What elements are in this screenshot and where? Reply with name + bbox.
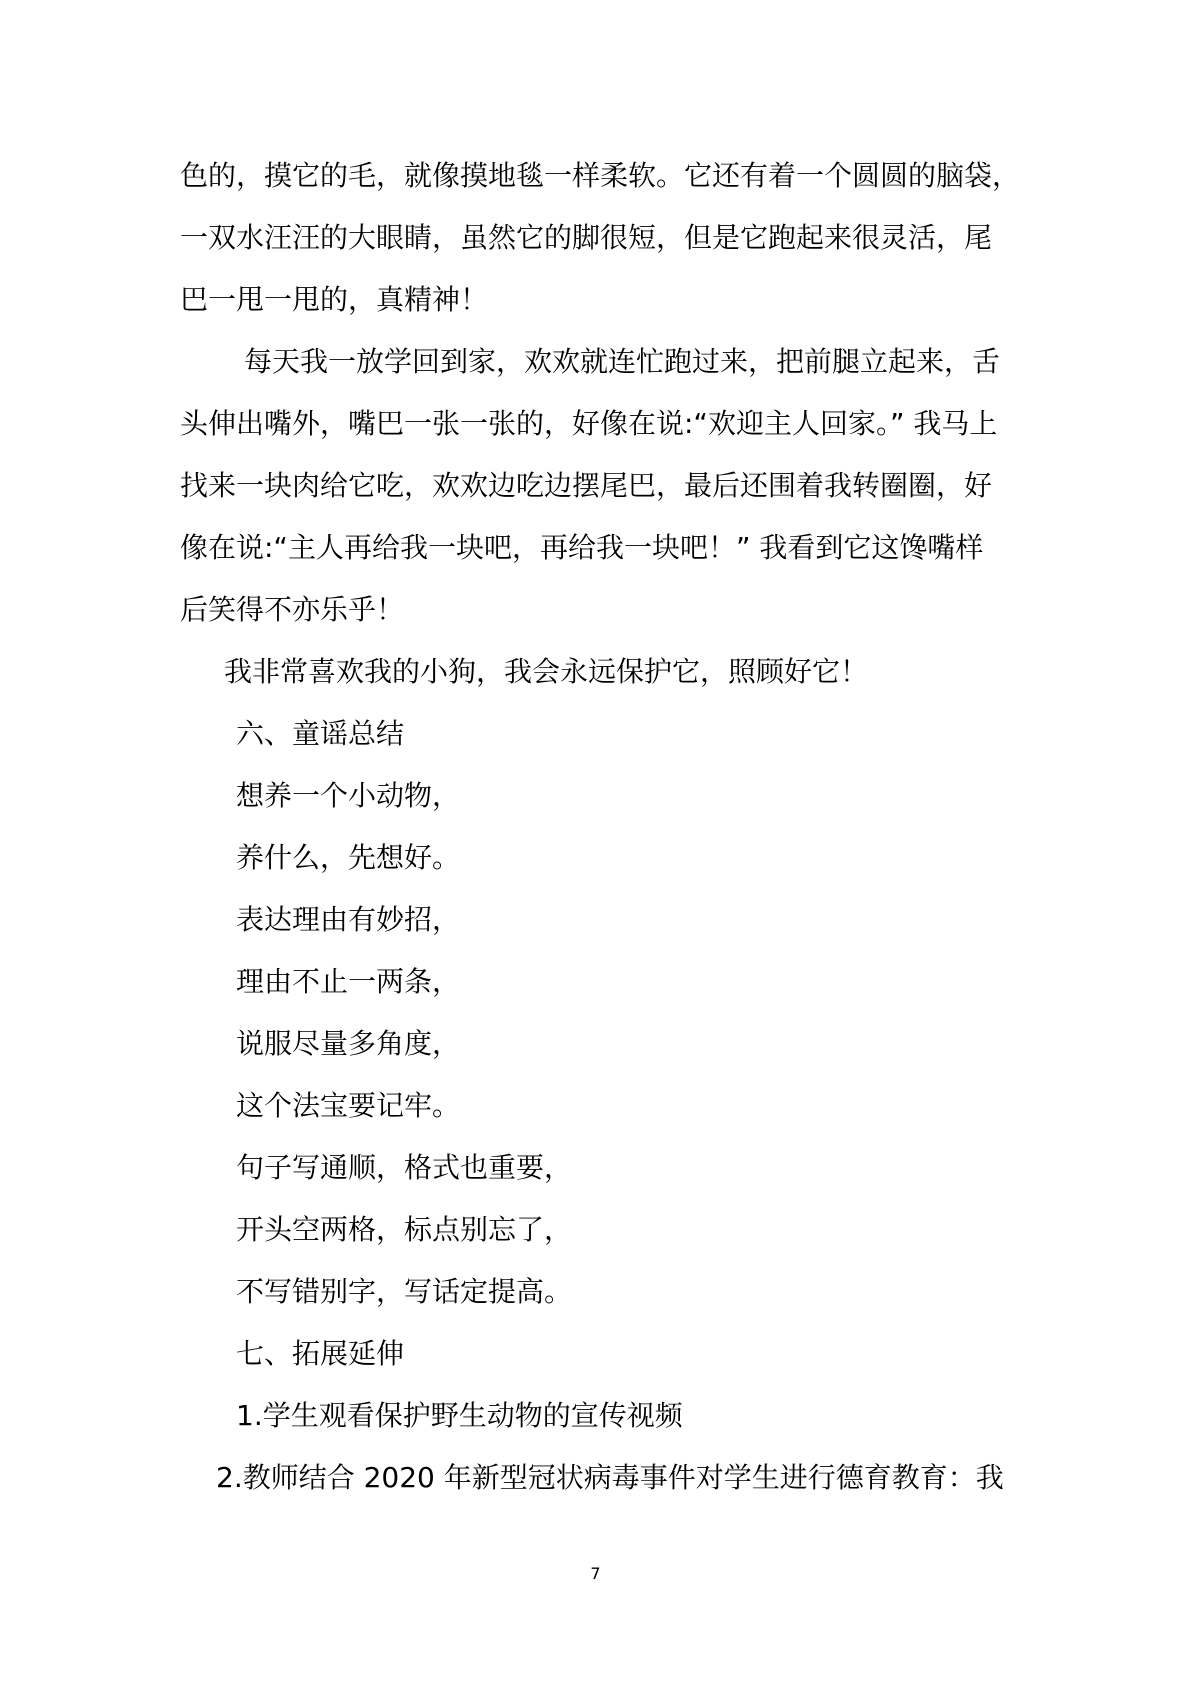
rhyme-line-6: 这个法宝要记牢。	[236, 1089, 461, 1122]
section-heading-6: 六、童谣总结	[236, 717, 405, 750]
rhyme-line-5: 说服尽量多角度，	[236, 1027, 461, 1060]
rhyme-line-3: 表达理由有妙招，	[236, 903, 461, 936]
text-line-3: 巴一甩一甩的，真精神！	[180, 283, 489, 316]
rhyme-line-8: 开头空两格，标点别忘了，	[236, 1213, 573, 1246]
list-item-2: 2.教师结合 2020 年新型冠状病毒事件对学生进行德育教育：我	[216, 1461, 1004, 1494]
rhyme-line-9: 不写错别字，写话定提高。	[236, 1275, 573, 1308]
text-line-9: 我非常喜欢我的小狗，我会永远保护它，照顾好它！	[224, 655, 869, 688]
text-line-2: 一双水汪汪的大眼睛，虽然它的脚很短，但是它跑起来很灵活，尾	[180, 221, 993, 254]
rhyme-line-4: 理由不止一两条，	[236, 965, 461, 998]
text-line-4: 每天我一放学回到家，欢欢就连忙跑过来，把前腿立起来，舌	[244, 345, 1001, 378]
section-heading-7: 七、拓展延伸	[236, 1337, 405, 1370]
rhyme-line-2: 养什么，先想好。	[236, 841, 461, 874]
text-line-5: 头伸出嘴外，嘴巴一张一张的，好像在说:“欢迎主人回家。” 我马上	[180, 407, 998, 440]
text-line-7: 像在说:“主人再给我一块吧，再给我一块吧！” 我看到它这馋嘴样	[180, 531, 984, 564]
rhyme-line-1: 想养一个小动物，	[236, 779, 461, 812]
text-line-1: 色的，摸它的毛，就像摸地毯一样柔软。它还有着一个圆圆的脑袋，	[180, 159, 1021, 192]
text-line-6: 找来一块肉给它吃，欢欢边吃边摆尾巴，最后还围着我转圈圈，好	[180, 469, 993, 502]
page-number: 7	[590, 1564, 601, 1583]
rhyme-line-7: 句子写通顺，格式也重要，	[236, 1151, 573, 1184]
list-item-1: 1.学生观看保护野生动物的宣传视频	[236, 1399, 683, 1432]
text-line-8: 后笑得不亦乐乎！	[180, 593, 405, 626]
